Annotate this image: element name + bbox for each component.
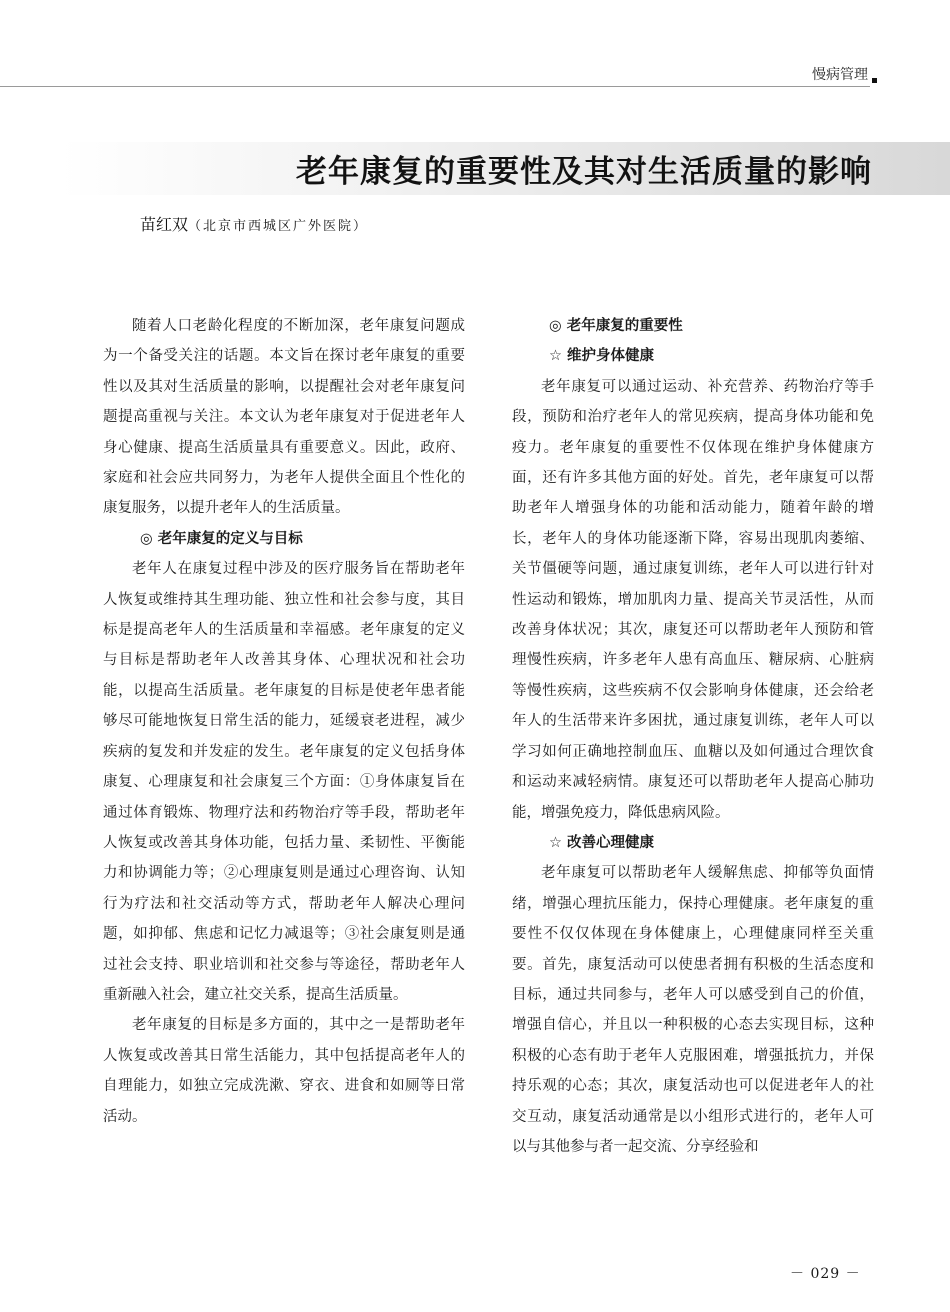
header-square-marker xyxy=(872,78,877,83)
body-paragraph: 老年康复可以通过运动、补充营养、药物治疗等手段，预防和治疗老年人的常见疾病，提高身体功能和免疫力。老年康复的重要性不仅体现在维护身体健康方面，还有许多其他方面的好处。首先，老年康复可以帮助老年人增强身体的功能和活动能力，随着年龄的增长，老年人的身体功能逐渐下降，容易出现肌肉萎缩、关节僵硬等问题，通过康复训练，老年人可以进行针对性运动和锻炼，增加肌肉力量、提高关节灵活性，从而改善身体状况；其次，康复还可以帮助老年人预防和管理慢性疾病，许多老年人患有高血压、糖尿病、心脏病等慢性疾病，这些疾病不仅会影响身体健康，还会给老年人的生活带来许多困扰，通过康复训练，老年人可以学习如何正确地控制血压、血糖以及如何通过合理饮食和运动来减轻病情。康复还可以帮助老年人提高心肺功能，增强免疫力，降低患病风险。 xyxy=(512,378,874,821)
subsection-heading-mental: ☆ 改善心理健康 xyxy=(549,834,655,851)
journal-section-label: 慢病管理 xyxy=(812,67,868,83)
author-line xyxy=(140,212,368,235)
subsection-heading-physical: ☆ 维护身体健康 xyxy=(549,348,655,365)
abstract-paragraph: 随着人口老龄化程度的不断加深，老年康复问题成为一个备受关注的话题。本文旨在探讨老年康复的重要性以及其对生活质量的影响，以提醒社会对老年康复问题提高重视与关注。本文认为老年康复对于促进老年人身心健康、提高生活质量具有重要意义。因此，政府、家庭和社会应共同努力，为老年人提供全面且个性化的康复服务，以提升老年人的生活质量。 xyxy=(103,318,465,517)
section-heading-definition: ◎ 老年康复的定义与目标 xyxy=(140,530,303,547)
page-number: － 029 － xyxy=(790,1266,861,1282)
left-column xyxy=(103,311,465,1132)
article-title: 老年康复的重要性及其对生活质量的影响 xyxy=(296,154,872,190)
body-paragraph: 老年康复可以帮助老年人缓解焦虑、抑郁等负面情绪，增强心理抗压能力，保持心理健康。老年康复的重要性不仅仅体现在身体健康上，心理健康同样至关重要。首先，康复活动可以使患者拥有积极的生活态度和目标，通过共同参与，老年人可以感受到自己的价值，增强自信心，并且以一种积极的心态去实现目标，这种积极的心态有助于老年人克服困难，增强抵抗力，并保持乐观的心态；其次，康复活动也可以促进老年人的社交互动，康复活动通常是以小组形式进行的，老年人可以与其他参与者一起交流、分享经验和 xyxy=(512,865,874,1155)
author-name: 苗红双 xyxy=(140,215,189,234)
right-column xyxy=(512,311,874,1162)
header-rule xyxy=(0,86,870,87)
author-affiliation: （北京市西城区广外医院） xyxy=(188,219,369,234)
body-paragraph: 老年康复的目标是多方面的，其中之一是帮助老年人恢复或改善其日常生活能力，其中包括提高老年人的自理能力，如独立完成洗漱、穿衣、进食和如厕等日常活动。 xyxy=(103,1017,465,1125)
body-paragraph: 老年人在康复过程中涉及的医疗服务旨在帮助老年人恢复或维持其生理功能、独立性和社会参与度，其目标是提高老年人的生活质量和幸福感。老年康复的定义与目标是帮助老年人改善其身体、心理状况和社会功能，以提高生活质量。老年康复的目标是使老年患者能够尽可能地恢复日常生活的能力，延缓衰老进程，减少疾病的复发和并发症的发生。老年康复的定义包括身体康复、心理康复和社会康复三个方面：①身体康复旨在通过体育锻炼、物理疗法和药物治疗等手段，帮助老年人恢复或改善其身体功能，包括力量、柔韧性、平衡能力和协调能力等；②心理康复则是通过心理咨询、认知行为疗法和社交活动等方式，帮助老年人解决心理问题，如抑郁、焦虑和记忆力减退等；③社会康复则是通过社会支持、职业培训和社交参与等途径，帮助老年人重新融入社会，建立社交关系，提高生活质量。 xyxy=(103,561,465,1003)
section-heading-importance: ◎ 老年康复的重要性 xyxy=(549,318,683,334)
